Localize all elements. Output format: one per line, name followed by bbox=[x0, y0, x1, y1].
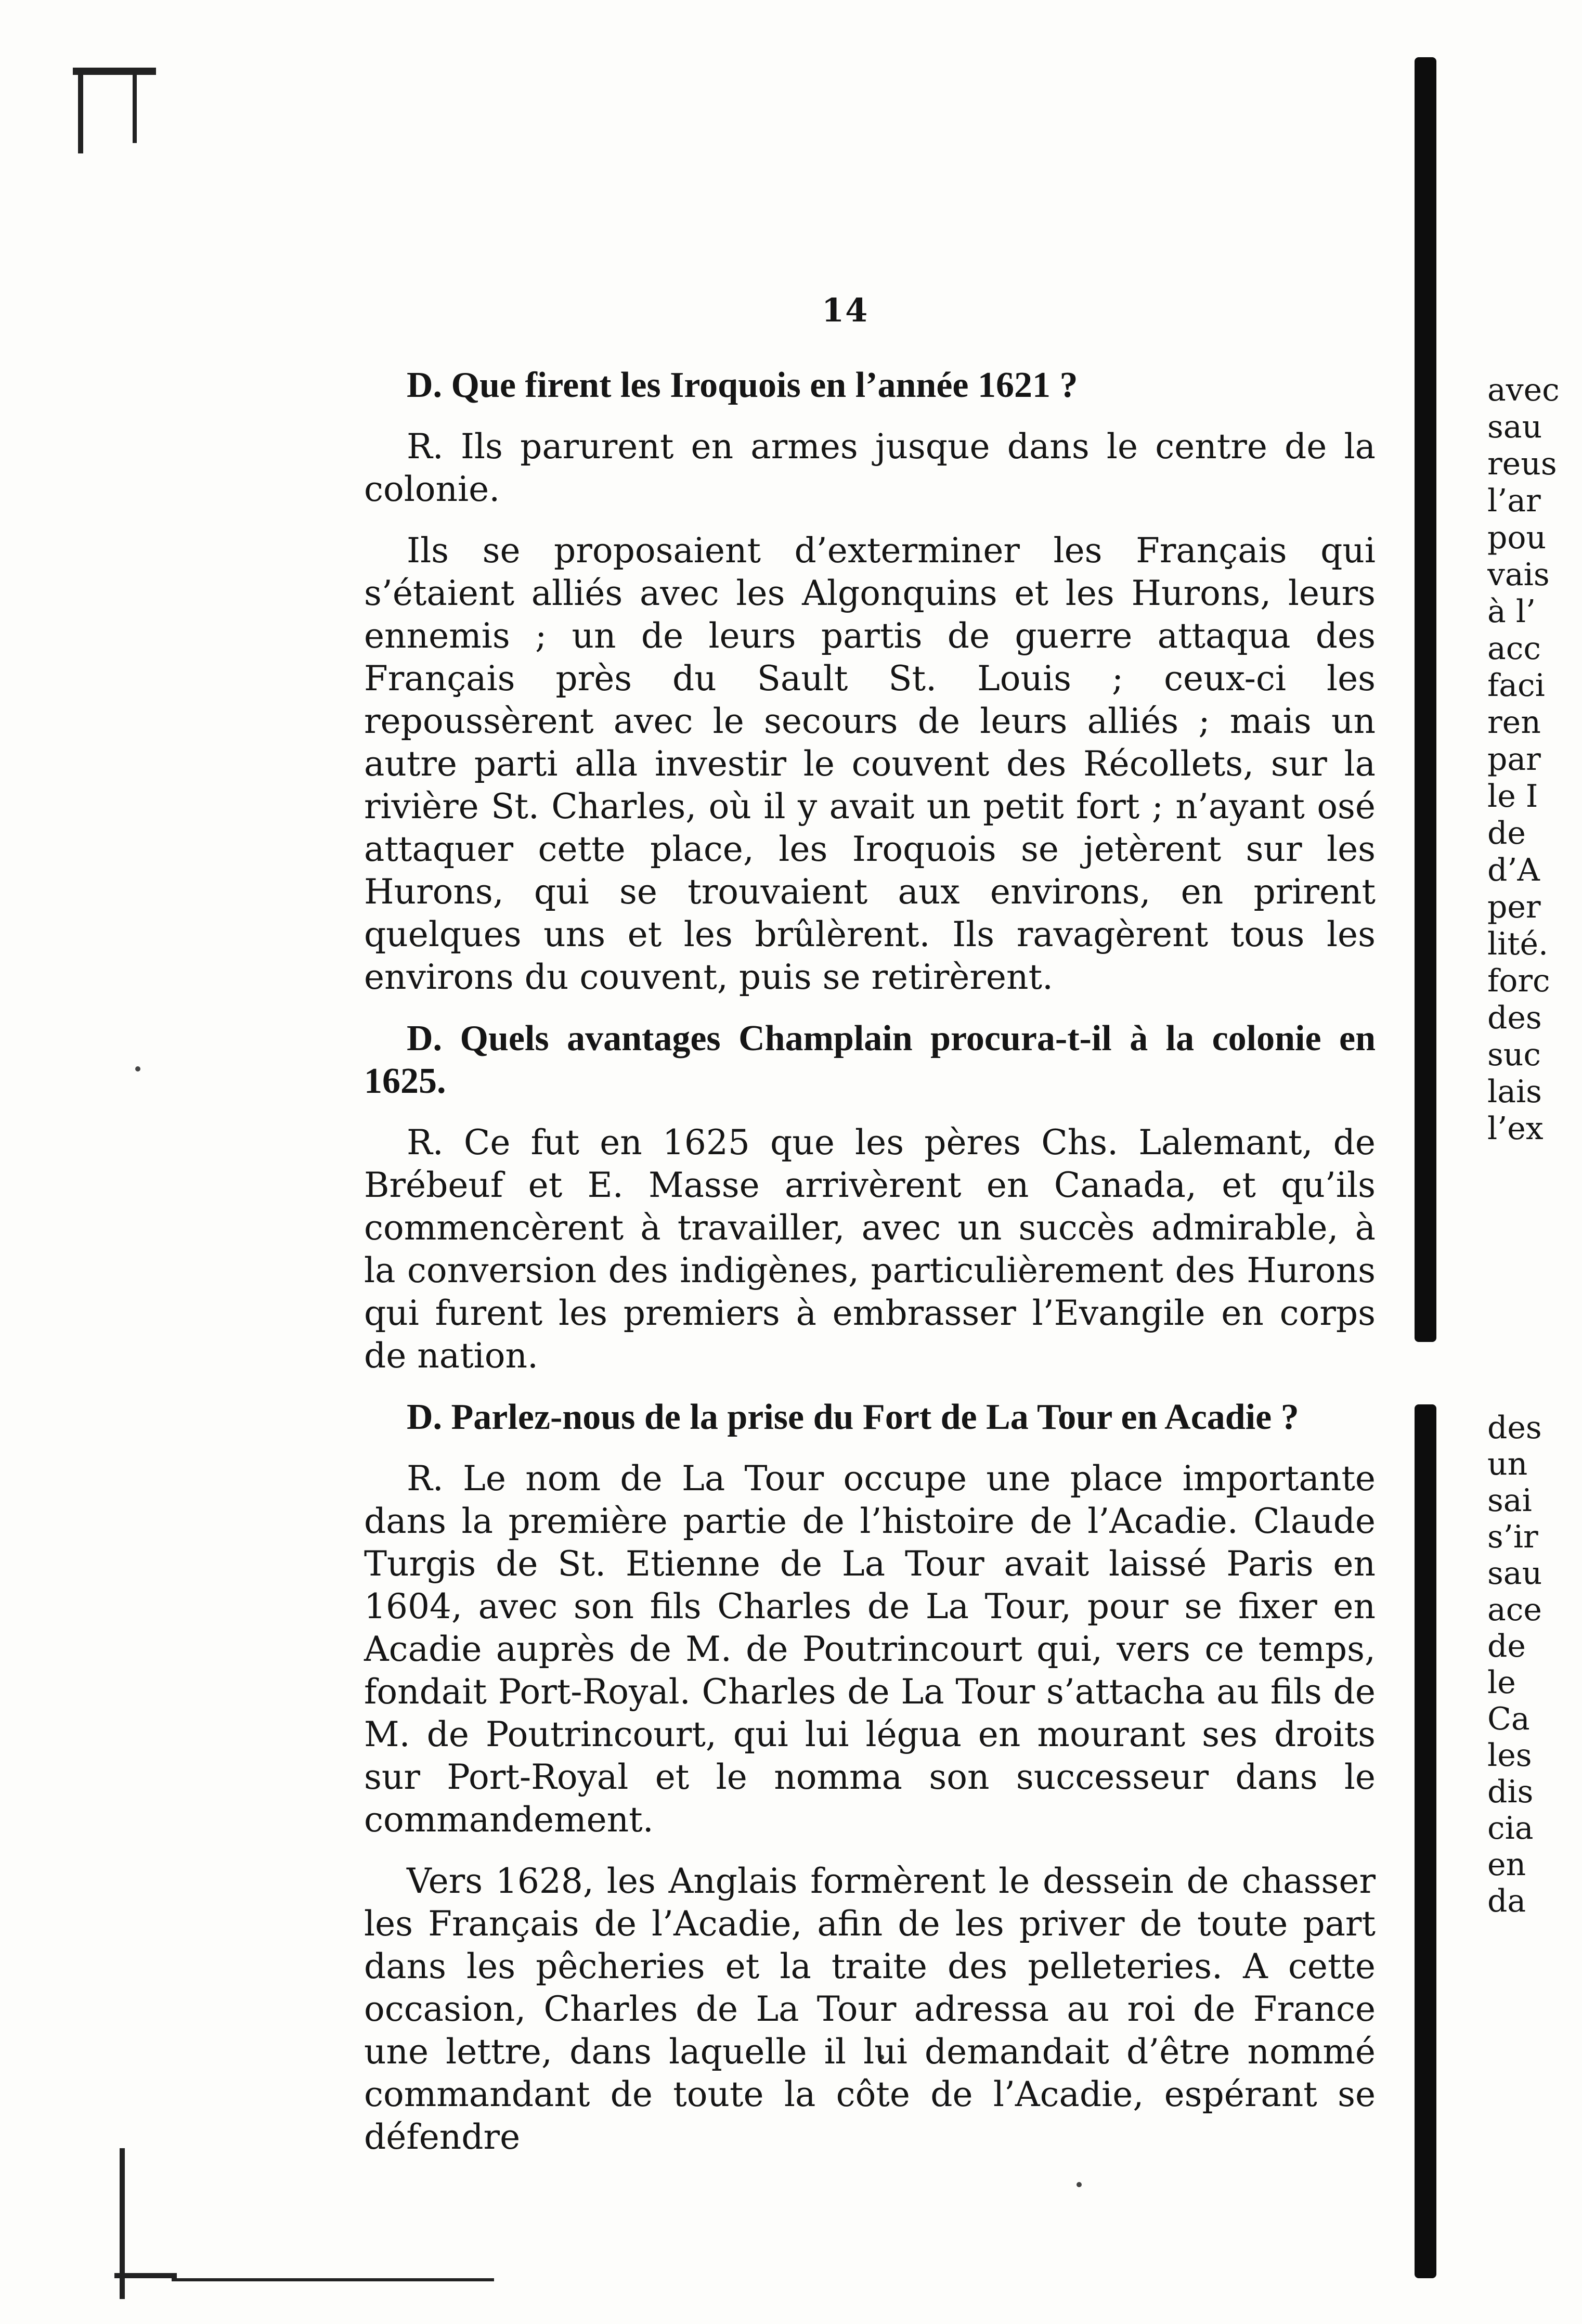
facing-page-line-fragment: ren bbox=[1487, 704, 1541, 741]
facing-page-line-fragment: de bbox=[1487, 1628, 1526, 1664]
scan-margin-rule bbox=[73, 68, 156, 75]
facing-page-line-fragment: forc bbox=[1487, 963, 1550, 999]
facing-page-line-fragment: par bbox=[1487, 741, 1541, 778]
facing-page-line-fragment: acc bbox=[1487, 630, 1541, 667]
page-number: 14 bbox=[822, 291, 869, 329]
body-paragraph: Vers 1628, les Anglais formèrent le dessein de chasser les Français de l’Acadie, afin de les priver de toute part dans les pêcheries et la traite des pelleteries. A cette occasion, Charles de La Tour adressa au roi de France une lettre, dans laquelle il lui demandait d’être nommé commandant de toute la côte de l’Acadie, espérant se défendre bbox=[364, 1861, 1376, 2157]
scan-margin-rule bbox=[114, 2273, 177, 2278]
facing-page-line-fragment: sau bbox=[1487, 409, 1542, 445]
facing-page-line-fragment: en bbox=[1487, 1847, 1526, 1883]
scan-bottom-rule bbox=[172, 2278, 494, 2281]
facing-page-line-fragment: les bbox=[1487, 1737, 1532, 1774]
facing-page-line-fragment: d’A bbox=[1487, 852, 1540, 888]
facing-page-fragments bbox=[1487, 372, 1581, 1147]
facing-page-line-fragment: pou bbox=[1487, 520, 1547, 556]
facing-page-line-fragment: avec bbox=[1487, 372, 1560, 408]
question-paragraph: D. Que firent les Iroquois en l’année 1621 ? bbox=[407, 365, 1078, 405]
facing-page-line-fragment: des bbox=[1487, 1410, 1542, 1446]
facing-page-line-fragment: des bbox=[1487, 1000, 1542, 1036]
facing-page-line-fragment: lais bbox=[1487, 1074, 1542, 1110]
question-paragraph: D. Quels avantages Champlain procura-t-il à la colonie en 1625. bbox=[364, 1018, 1376, 1101]
facing-page-line-fragment: vais bbox=[1487, 557, 1550, 593]
facing-page-line-fragment: per bbox=[1487, 889, 1541, 925]
body-paragraph: Ils se proposaient d’exterminer les Français qui s’étaient alliés avec les Algonquins et les Hurons, leurs ennemis ; un de leurs partis de guerre attaqua des Français près du Sault St. Louis ; ceux-ci les repoussèrent avec le secours de leurs alliés ; mais un autre parti alla investir le couvent des Récollets, sur la rivière St. Charles, où il y avait un petit fort ; n’ayant osé attaquer cette place, les Iroquois se jetèrent sur les Hurons, qui se trouvaient aux environs, en prirent quelques uns et les brûlèrent. Ils ravagèrent tous les environs du couvent, puis se retirèrent. bbox=[364, 531, 1376, 997]
facing-page-line-fragment: dis bbox=[1487, 1774, 1534, 1810]
book-gutter-shadow bbox=[1415, 1404, 1436, 2278]
facing-page-line-fragment: le bbox=[1487, 1664, 1516, 1701]
answer-paragraph: R. Le nom de La Tour occupe une place importante dans la première partie de l’histoire de l’Acadie. Claude Turgis de St. Etienne de La Tour avait laissé Paris en 1604, avec son fils Charles de La Tour, pour se fixer en Acadie auprès de M. de Poutrincourt qui, vers ce temps, fondait Port-Royal. Charles de La Tour s’attacha au fils de M. de Poutrincourt, qui lui légua en mourant ses droits sur Port-Royal et le nomma son successeur dans le commandement. bbox=[364, 1458, 1376, 1840]
scan-speck bbox=[1077, 2182, 1082, 2187]
facing-page-line-fragment: reus bbox=[1487, 446, 1557, 482]
facing-page-line-fragment: sau bbox=[1487, 1555, 1542, 1592]
page-body bbox=[364, 364, 1376, 2159]
facing-page-line-fragment: cia bbox=[1487, 1810, 1534, 1847]
book-gutter-shadow bbox=[1415, 57, 1436, 1342]
scan-margin-rule bbox=[133, 70, 137, 143]
facing-page-line-fragment: lité. bbox=[1487, 926, 1549, 962]
facing-page-line-fragment: Ca bbox=[1487, 1701, 1530, 1737]
facing-page-line-fragment: ace bbox=[1487, 1592, 1542, 1628]
facing-page-line-fragment: suc bbox=[1487, 1037, 1541, 1073]
facing-page-line-fragment: l’ar bbox=[1487, 483, 1541, 519]
facing-page-line-fragment: à l’ bbox=[1487, 593, 1536, 630]
answer-paragraph: R. Ils parurent en armes jusque dans le centre de la colonie. bbox=[364, 427, 1376, 509]
facing-page-line-fragment: un bbox=[1487, 1446, 1528, 1482]
scan-margin-rule bbox=[78, 70, 83, 153]
facing-page-line-fragment: da bbox=[1487, 1883, 1526, 1919]
scan-speck bbox=[135, 1066, 140, 1071]
facing-page-fragments bbox=[1487, 1410, 1581, 1919]
facing-page-line-fragment: faci bbox=[1487, 667, 1545, 704]
answer-paragraph: R. Ce fut en 1625 que les pères Chs. Lalemant, de Brébeuf et E. Masse arrivèrent en Canada, et qu’ils commencèrent à travailler, avec un succès admirable, à la conversion des indigènes, particulièrement des Hurons qui furent les premiers à embrasser l’Evangile en corps de nation. bbox=[364, 1122, 1376, 1376]
facing-page-line-fragment: de bbox=[1487, 815, 1526, 851]
facing-page-line-fragment: s’ir bbox=[1487, 1519, 1538, 1555]
facing-page-line-fragment: le I bbox=[1487, 778, 1538, 815]
question-paragraph: D. Parlez-nous de la prise du Fort de La Tour en Acadie ? bbox=[407, 1397, 1299, 1437]
facing-page-line-fragment: l’ex bbox=[1487, 1111, 1544, 1147]
facing-page-line-fragment: sai bbox=[1487, 1482, 1532, 1519]
